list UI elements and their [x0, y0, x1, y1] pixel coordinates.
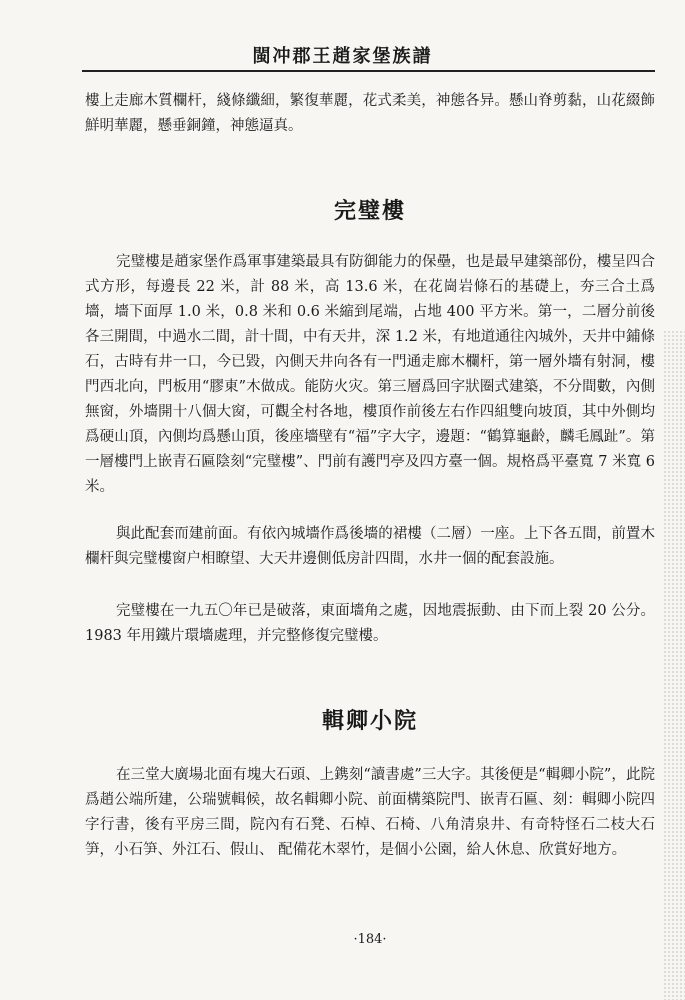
section1-paragraph-3: 完璧樓在一九五〇年已是破落，東面墻角之處，因地震振動、由下而上裂 20 公分。1983 年用鐵片環墻處理，并完整修復完璧樓。	[85, 603, 655, 644]
running-header-title: 閩冲郡王趙家堡族譜	[252, 46, 433, 67]
header-rule	[82, 70, 655, 72]
section1-paragraph-2: 與此配套而建前面。有依內城墻作爲後墻的裙樓（二層）一座。上下各五間，前置木欄杆與完璧樓窗户相瞭望、大天井邊側低房計四間，水井一個的配套設施。	[85, 526, 655, 567]
section1-paragraph-1: 完璧樓是趙家堡作爲軍事建築最具有防御能力的保壘，也是最早建築部份，樓呈四合式方形，每邊長 22 米，計 88 米，高 13.6 米，在花崗岩條石的基礎上，夯三合土爲墻，墻下面厚 1.0 米，0.8 米和 0.6 米縮到尾端，占地 400 平方米。第一，二層分前後各三開間，中過水二間，計十間，中有天井，深 1.2 米，有地道通往內城外，天井中鋪條石，古時有井一口，今已毀，內側天井向各有一門通走廊木欄杆，第一層外墻有射洞，樓門西北向，門板用“膠東”木做成。能防火灾。第三層爲回字狀圈式建築，不分間數，內側無窗，外墻開十八個大窗，可觀全村各地，樓頂作前後左右作四組雙向坡頂，其中外側均爲硬山頂，內側均爲懸山頂，後座墻壁有“福”字大字，邊題：“鶴算龜齡，麟毛鳳趾”。第一層樓門上嵌青石匾陰刻“完璧樓”、門前有護門亭及四方臺一個。規格爲平臺寬 7 米寬 6 米。	[85, 254, 655, 495]
page-number: ·184·	[353, 932, 387, 947]
scan-edge-noise	[663, 330, 685, 1000]
section-title-wanbi-tower: 完璧樓	[333, 198, 406, 224]
section-title-jiqing-courtyard: 輯卿小院	[321, 708, 418, 734]
intro-paragraph: 樓上走廊木質欄杆，綫條纖細，繁復華麗，花式柔美，神態各异。懸山脊剪黏，山花綴飾鮮明華麗，懸垂銅鐘，神態逼真。	[85, 93, 655, 134]
section2-paragraph-1: 在三堂大廣場北面有塊大石頭、上鎸刻“讀書處”三大字。其後便是“輯卿小院”，此院爲趙公端所建，公瑞號輯候，故名輯卿小院、前面構築院門、嵌青石匾、刻：輯卿小院四字行書，後有平房三間，院內有石凳、石棹、石椅、八角清泉井、有奇特怪石二枝大石笋，小石笋、外江石、假山、 配備花木翠竹，是個小公園，給人休息、欣賞好地方。	[85, 767, 655, 858]
